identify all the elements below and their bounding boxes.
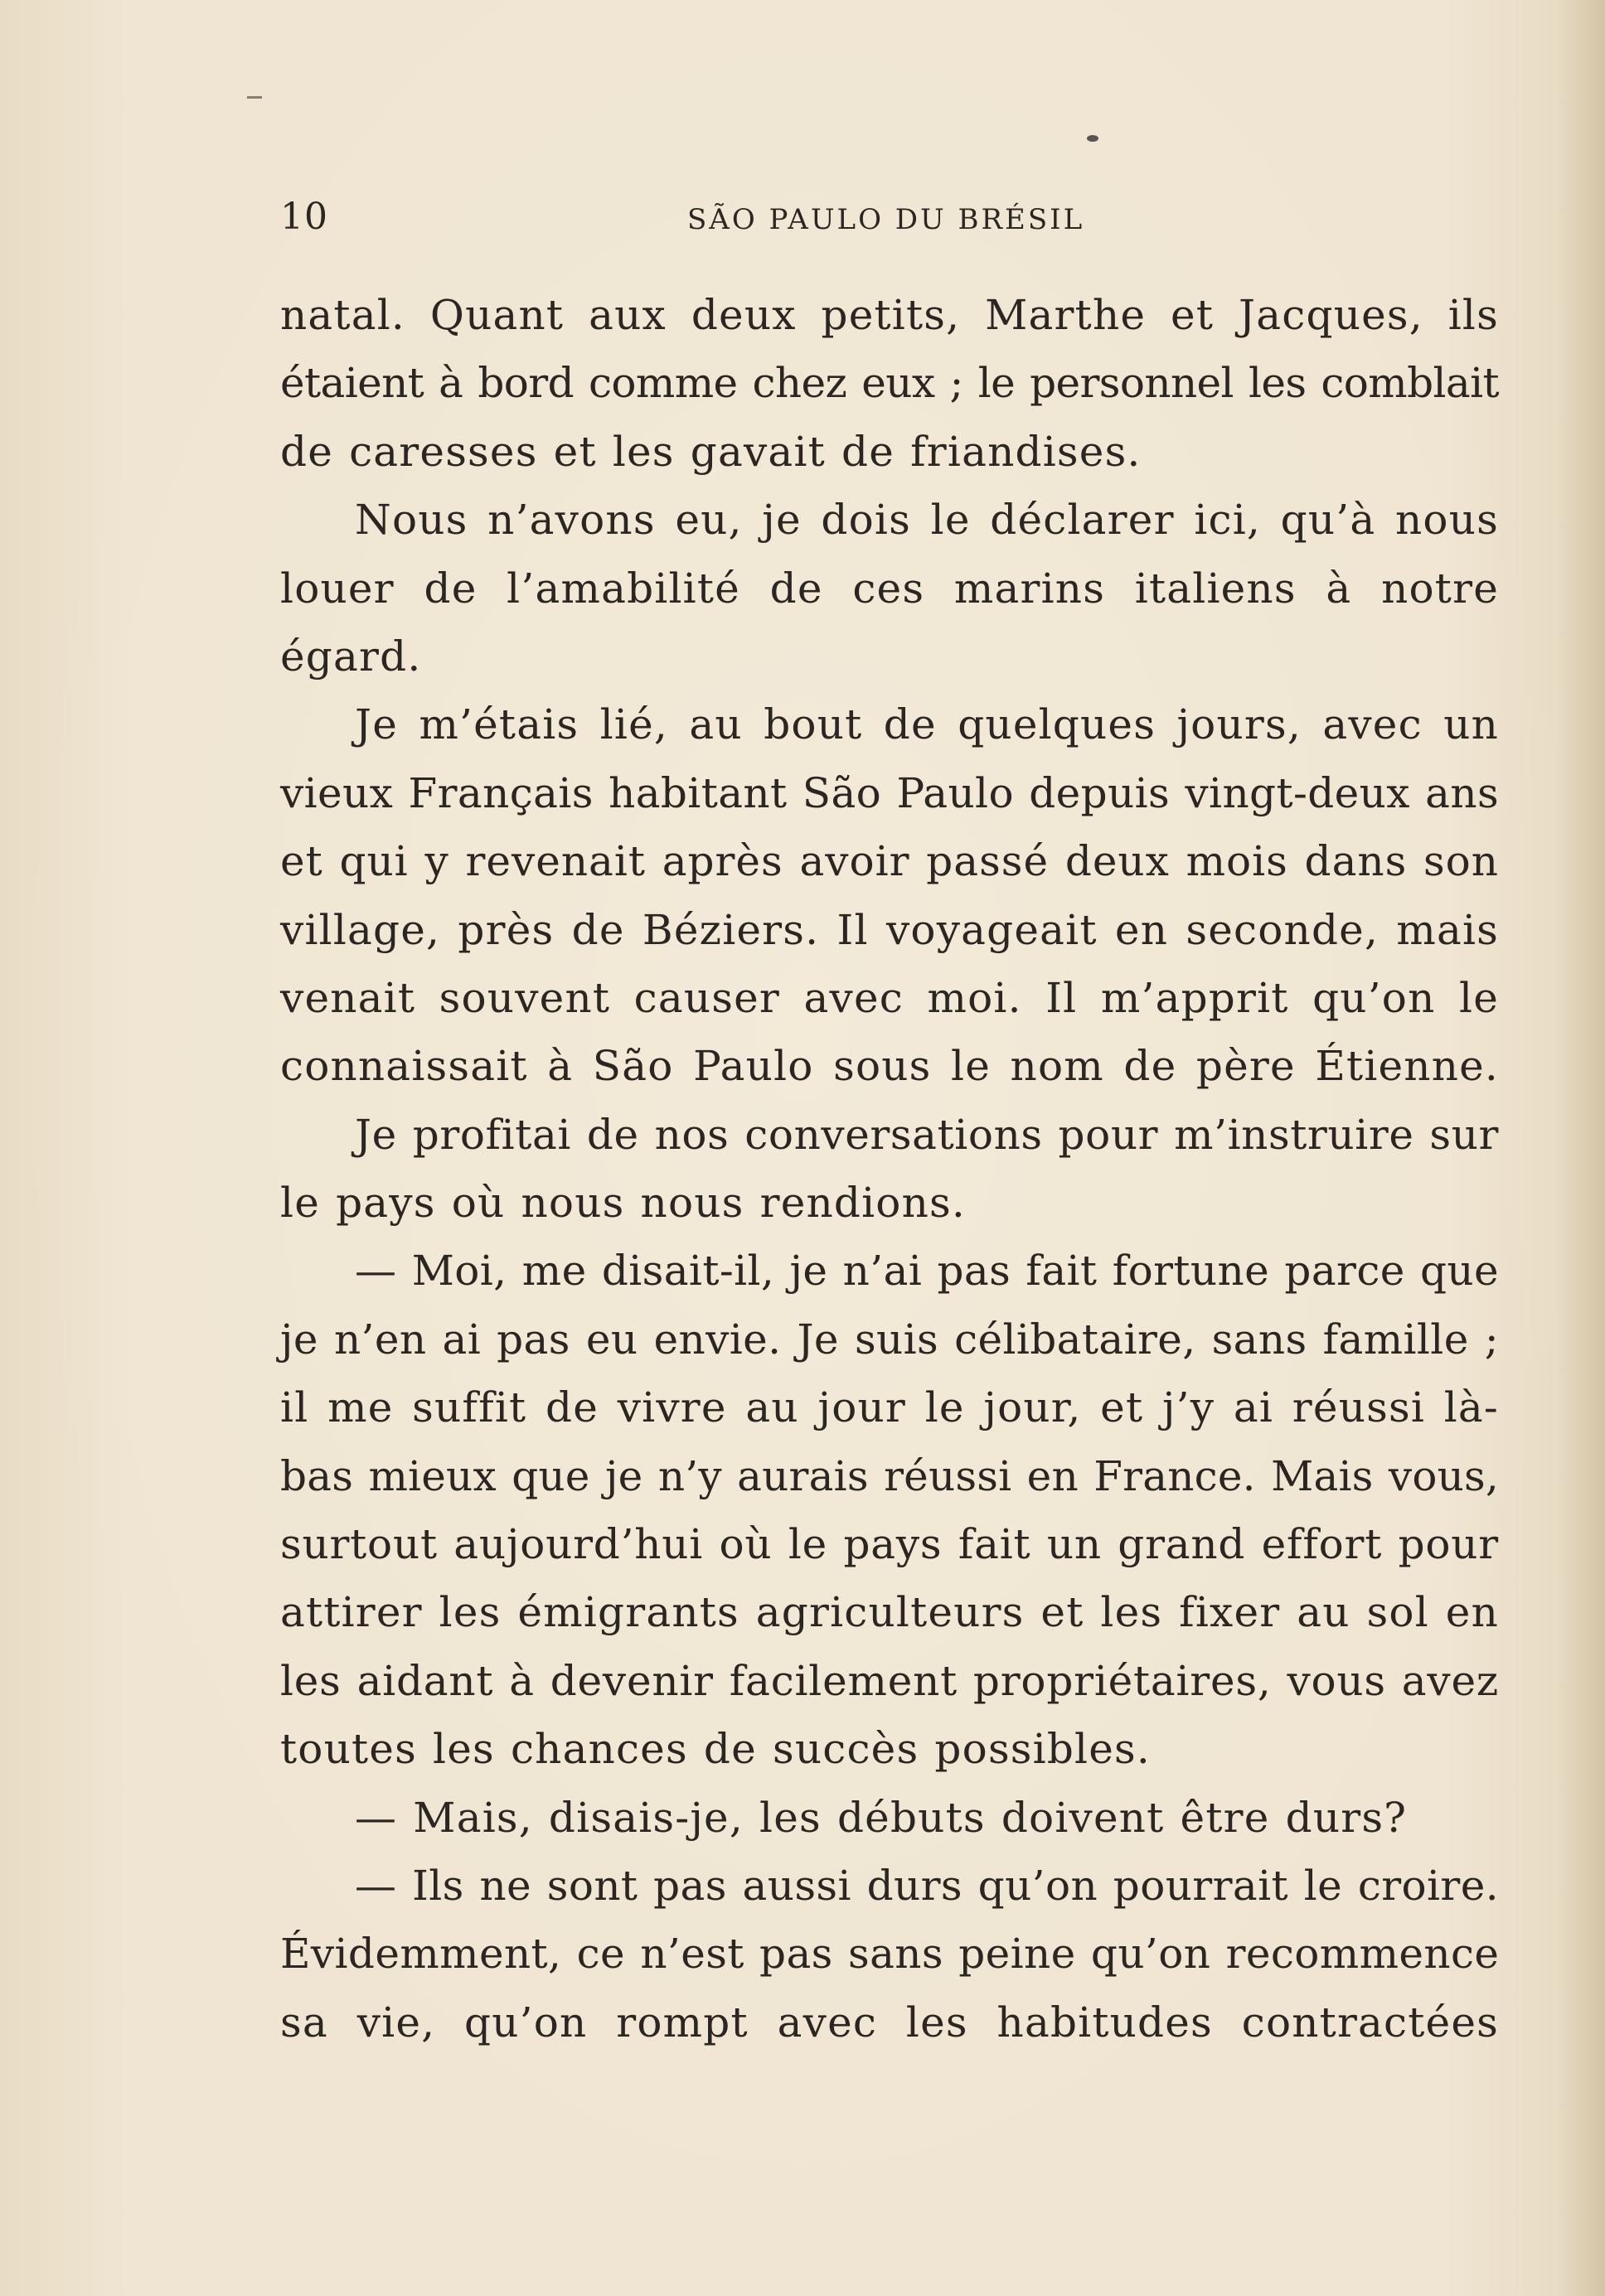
text-line: sa vie, qu’on rompt avec les habitudes contractées <box>280 1998 1499 2047</box>
text-line: surtout aujourd’hui où le pays fait un grand effort pour <box>280 1520 1499 1569</box>
text-line: étaient à bord comme chez eux ; le personnel les comblait <box>280 359 1499 408</box>
text-line: Je m’étais lié, au bout de quelques jours, avec un <box>355 700 1499 749</box>
text-line: le pays où nous nous rendions. <box>280 1179 966 1228</box>
text-line: de caresses et les gavait de friandises. <box>280 427 1142 476</box>
text-line: attirer les émigrants agriculteurs et les fixer au sol en <box>280 1588 1499 1637</box>
text-line: je n’en ai pas eu envie. Je suis célibataire, sans famille ; <box>280 1315 1499 1364</box>
running-title: SÃO PAULO DU BRÉSIL <box>687 203 1085 236</box>
text-line: venait souvent causer avec moi. Il m’apprit qu’on le <box>280 973 1499 1022</box>
text-line: village, près de Béziers. Il voyageait en seconde, mais <box>280 905 1499 954</box>
text-line: il me suffit de vivre au jour le jour, et j’y ai réussi là- <box>280 1383 1499 1432</box>
text-line: Nous n’avons eu, je dois le déclarer ici, qu’à nous <box>355 496 1499 545</box>
text-line: Évidemment, ce n’est pas sans peine qu’on recommence <box>280 1930 1500 1979</box>
page-edge-shadow <box>1555 0 1605 2296</box>
text-line: bas mieux que je n’y aurais réussi en France. Mais vous, <box>280 1451 1499 1500</box>
page-header <box>280 192 1109 242</box>
text-line: natal. Quant aux deux petits, Marthe et Jacques, ils <box>280 291 1499 339</box>
body-text <box>280 281 1499 2056</box>
text-line: — Ils ne sont pas aussi durs qu’on pourrait le croire. <box>355 1861 1499 1910</box>
text-line: et qui y revenait après avoir passé deux mois dans son <box>280 837 1499 886</box>
text-line: — Mais, disais-je, les débuts doivent être durs? <box>355 1793 1408 1842</box>
text-line: Je profitai de nos conversations pour m’instruire sur <box>355 1110 1499 1159</box>
text-line: égard. <box>280 632 422 681</box>
text-line: toutes les chances de succès possibles. <box>280 1725 1151 1774</box>
text-line: les aidant à devenir facilement propriétaires, vous avez <box>280 1656 1499 1705</box>
text-line: louer de l’amabilité de ces marins italiens à notre <box>280 564 1499 613</box>
page-number: 10 <box>280 196 328 238</box>
text-line: — Moi, me disait-il, je n’ai pas fait fortune parce que <box>355 1247 1500 1296</box>
text-line: vieux Français habitant São Paulo depuis vingt-deux ans <box>280 768 1499 817</box>
ink-spot <box>1087 135 1098 142</box>
ink-mark <box>247 96 262 99</box>
text-line: connaissait à São Paulo sous le nom de père Étienne. <box>280 1042 1499 1091</box>
